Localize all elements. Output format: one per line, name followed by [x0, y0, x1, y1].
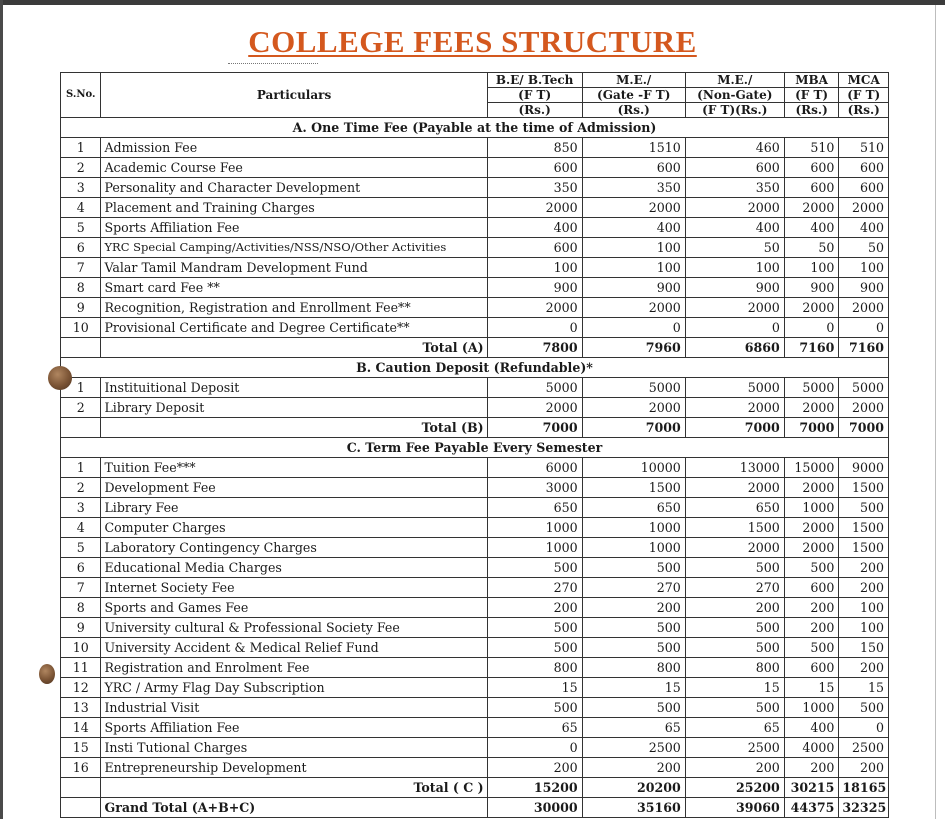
total-amount: 18165: [839, 778, 889, 798]
cell-amount: 200: [487, 758, 582, 778]
cell-amount: 65: [685, 718, 784, 738]
table-row: [61, 578, 889, 598]
table-row: [61, 738, 889, 758]
cell-particular: Laboratory Contingency Charges: [101, 538, 487, 558]
cell-amount: 200: [839, 558, 889, 578]
cell-sno: 15: [61, 738, 101, 758]
cell-amount: 1500: [582, 478, 685, 498]
cell-amount: 2000: [487, 298, 582, 318]
cell-amount: 1500: [685, 518, 784, 538]
cell-amount: 100: [839, 598, 889, 618]
total-amount: 15200: [487, 778, 582, 798]
cell-particular: Library Fee: [101, 498, 487, 518]
cell-particular: Development Fee: [101, 478, 487, 498]
cell-sno: 16: [61, 758, 101, 778]
cell-particular: YRC / Army Flag Day Subscription: [101, 678, 487, 698]
cell-sno: 12: [61, 678, 101, 698]
table-row: [61, 138, 889, 158]
cell-amount: 200: [784, 758, 839, 778]
cell-amount: 1500: [839, 518, 889, 538]
cell-sno: 3: [61, 178, 101, 198]
cell-amount: 200: [784, 618, 839, 638]
cell-amount: 500: [685, 698, 784, 718]
table-row: [61, 398, 889, 418]
cell-sno: 11: [61, 658, 101, 678]
header-col: [582, 73, 685, 118]
cell-amount: 500: [685, 618, 784, 638]
cell-amount: 400: [784, 718, 839, 738]
cell-amount: 1000: [784, 698, 839, 718]
table-row: [61, 298, 889, 318]
cell-particular: Registration and Enrolment Fee: [101, 658, 487, 678]
cell-amount: 2000: [839, 198, 889, 218]
cell-sno: 10: [61, 318, 101, 338]
cell-particular: Placement and Training Charges: [101, 198, 487, 218]
cell-particular: University cultural & Professional Society Fee: [101, 618, 487, 638]
cell-amount: 900: [487, 278, 582, 298]
header-line: (F T): [488, 88, 582, 103]
cell-amount: 50: [784, 238, 839, 258]
cell-sno: 7: [61, 578, 101, 598]
cell-amount: 200: [784, 598, 839, 618]
cell-amount: 6000: [487, 458, 582, 478]
cell-amount: 500: [487, 638, 582, 658]
cell-particular: University Accident & Medical Relief Fund: [101, 638, 487, 658]
cell-amount: 270: [685, 578, 784, 598]
cell-blank: [61, 338, 101, 358]
header-line: M.E./: [583, 73, 685, 88]
header-line: MBA: [785, 73, 839, 88]
cell-amount: 1000: [487, 518, 582, 538]
cell-amount: 50: [685, 238, 784, 258]
top-border: [0, 0, 945, 5]
cell-amount: 2000: [839, 298, 889, 318]
cell-amount: 400: [784, 218, 839, 238]
cell-amount: 500: [487, 558, 582, 578]
cell-amount: 1500: [839, 538, 889, 558]
cell-amount: 15: [582, 678, 685, 698]
grand-total-amount: 35160: [582, 798, 685, 818]
cell-amount: 200: [582, 598, 685, 618]
grand-total-amount: 44375: [784, 798, 839, 818]
cell-amount: 200: [839, 578, 889, 598]
cell-amount: 650: [582, 498, 685, 518]
cell-amount: 15: [487, 678, 582, 698]
total-row: [61, 418, 889, 438]
section-row: [61, 358, 889, 378]
cell-amount: 2000: [685, 198, 784, 218]
cell-sno: 1: [61, 138, 101, 158]
cell-amount: 350: [582, 178, 685, 198]
hole-punch-mark-2: [39, 664, 55, 684]
cell-sno: 8: [61, 598, 101, 618]
fees-table: [60, 72, 889, 818]
total-amount: 7000: [784, 418, 839, 438]
cell-sno: 14: [61, 718, 101, 738]
cell-sno: 3: [61, 498, 101, 518]
cell-amount: 510: [784, 138, 839, 158]
table-row: [61, 198, 889, 218]
cell-amount: 1000: [582, 538, 685, 558]
cell-amount: 270: [582, 578, 685, 598]
cell-particular: Academic Course Fee: [101, 158, 487, 178]
cell-amount: 100: [839, 258, 889, 278]
cell-amount: 900: [582, 278, 685, 298]
cell-particular: Library Deposit: [101, 398, 487, 418]
header-line: (F T): [839, 88, 888, 103]
cell-amount: 0: [839, 318, 889, 338]
cell-particular: Industrial Visit: [101, 698, 487, 718]
table-row: [61, 678, 889, 698]
cell-particular: Smart card Fee **: [101, 278, 487, 298]
total-amount: 6860: [685, 338, 784, 358]
section-title: B. Caution Deposit (Refundable)*: [61, 358, 889, 378]
cell-sno: 5: [61, 538, 101, 558]
cell-amount: 1510: [582, 138, 685, 158]
cell-amount: 2000: [784, 538, 839, 558]
header-line: M.E./: [686, 73, 784, 88]
left-border: [0, 0, 3, 819]
table-row: [61, 658, 889, 678]
total-amount: 7000: [839, 418, 889, 438]
cell-amount: 350: [487, 178, 582, 198]
cell-amount: 500: [487, 618, 582, 638]
cell-amount: 2000: [784, 298, 839, 318]
cell-amount: 900: [685, 278, 784, 298]
cell-particular: Sports and Games Fee: [101, 598, 487, 618]
grand-total-amount: 32325: [839, 798, 889, 818]
header-line: (Rs.): [518, 103, 551, 117]
cell-particular: Sports Affiliation Fee: [101, 218, 487, 238]
cell-amount: 510: [839, 138, 889, 158]
header-line: (Rs.): [617, 103, 650, 117]
table-row: [61, 638, 889, 658]
cell-amount: 1500: [839, 478, 889, 498]
header-row: [61, 73, 889, 118]
table-row: [61, 318, 889, 338]
cell-particular: Internet Society Fee: [101, 578, 487, 598]
cell-amount: 2500: [582, 738, 685, 758]
total-label: Total ( C ): [101, 778, 487, 798]
header-line: B.E/ B.Tech: [488, 73, 582, 88]
total-row: [61, 338, 889, 358]
section-title: C. Term Fee Payable Every Semester: [61, 438, 889, 458]
cell-amount: 2000: [839, 398, 889, 418]
faded-annotation: [228, 63, 318, 68]
cell-amount: 500: [487, 698, 582, 718]
total-amount: 25200: [685, 778, 784, 798]
cell-amount: 2000: [685, 478, 784, 498]
cell-amount: 2000: [487, 398, 582, 418]
cell-amount: 600: [839, 178, 889, 198]
cell-amount: 600: [784, 158, 839, 178]
cell-amount: 600: [784, 178, 839, 198]
cell-amount: 15: [685, 678, 784, 698]
total-amount: 7160: [839, 338, 889, 358]
cell-particular: Entrepreneurship Development: [101, 758, 487, 778]
header-line: (Non-Gate): [686, 88, 784, 103]
cell-amount: 200: [685, 598, 784, 618]
cell-sno: 8: [61, 278, 101, 298]
header-line: (Gate -F T): [583, 88, 685, 103]
total-amount: 7000: [487, 418, 582, 438]
table-row: [61, 518, 889, 538]
cell-amount: 15: [839, 678, 889, 698]
cell-amount: 400: [685, 218, 784, 238]
cell-amount: 0: [487, 738, 582, 758]
cell-sno: 4: [61, 518, 101, 538]
section-title: A. One Time Fee (Payable at the time of Admission): [61, 118, 889, 138]
cell-amount: 800: [685, 658, 784, 678]
cell-amount: 400: [839, 218, 889, 238]
cell-particular: Admission Fee: [101, 138, 487, 158]
cell-particular: Computer Charges: [101, 518, 487, 538]
cell-amount: 500: [784, 638, 839, 658]
cell-amount: 600: [685, 158, 784, 178]
cell-sno: 13: [61, 698, 101, 718]
cell-particular: Personality and Character Development: [101, 178, 487, 198]
cell-sno: 9: [61, 618, 101, 638]
cell-sno: 6: [61, 558, 101, 578]
header-col: [784, 73, 839, 118]
section-row: [61, 118, 889, 138]
table-row: [61, 718, 889, 738]
cell-amount: 2000: [487, 198, 582, 218]
cell-amount: 2500: [685, 738, 784, 758]
header-line: (Rs.): [795, 103, 828, 117]
header-col: [487, 73, 582, 118]
table-row: [61, 258, 889, 278]
cell-amount: 1000: [487, 538, 582, 558]
grand-total-row: [61, 798, 889, 818]
cell-amount: 600: [487, 158, 582, 178]
cell-amount: 2000: [685, 298, 784, 318]
cell-sno: 9: [61, 298, 101, 318]
table-row: [61, 698, 889, 718]
cell-amount: 850: [487, 138, 582, 158]
table-row: [61, 178, 889, 198]
cell-amount: 2000: [784, 398, 839, 418]
cell-amount: 200: [487, 598, 582, 618]
cell-amount: 200: [839, 758, 889, 778]
cell-sno: 1: [61, 458, 101, 478]
header-line: (Rs.): [847, 103, 880, 117]
hole-punch-mark-1: [48, 366, 72, 390]
cell-amount: 600: [784, 578, 839, 598]
table-row: [61, 538, 889, 558]
cell-particular: Instituitional Deposit: [101, 378, 487, 398]
cell-amount: 15: [784, 678, 839, 698]
cell-amount: 2000: [784, 198, 839, 218]
cell-sno: 4: [61, 198, 101, 218]
cell-amount: 5000: [839, 378, 889, 398]
total-label: Total (A): [101, 338, 487, 358]
cell-particular: YRC Special Camping/Activities/NSS/NSO/Other Activities: [101, 238, 487, 258]
cell-amount: 0: [582, 318, 685, 338]
cell-amount: 800: [487, 658, 582, 678]
cell-sno: 2: [61, 158, 101, 178]
cell-amount: 270: [487, 578, 582, 598]
table-row: [61, 478, 889, 498]
cell-amount: 460: [685, 138, 784, 158]
table-row: [61, 598, 889, 618]
cell-amount: 650: [685, 498, 784, 518]
grand-total-label: Grand Total (A+B+C): [101, 798, 487, 818]
cell-amount: 100: [582, 238, 685, 258]
cell-sno: 6: [61, 238, 101, 258]
cell-amount: 900: [784, 278, 839, 298]
page-title: COLLEGE FEES STRUCTURE: [248, 24, 697, 59]
cell-amount: 150: [839, 638, 889, 658]
total-row: [61, 778, 889, 798]
table-row: [61, 498, 889, 518]
cell-amount: 600: [487, 238, 582, 258]
cell-particular: Tuition Fee***: [101, 458, 487, 478]
cell-amount: 500: [685, 638, 784, 658]
header-line: MCA: [839, 73, 888, 88]
cell-amount: 900: [839, 278, 889, 298]
cell-amount: 50: [839, 238, 889, 258]
total-amount: 7160: [784, 338, 839, 358]
cell-amount: 500: [839, 498, 889, 518]
cell-amount: 400: [582, 218, 685, 238]
total-amount: 7000: [685, 418, 784, 438]
cell-sno: 5: [61, 218, 101, 238]
cell-amount: 5000: [582, 378, 685, 398]
cell-amount: 10000: [582, 458, 685, 478]
header-col: [839, 73, 889, 118]
cell-amount: 5000: [487, 378, 582, 398]
table-row: [61, 758, 889, 778]
cell-amount: 500: [582, 558, 685, 578]
cell-amount: 200: [685, 758, 784, 778]
table-row: [61, 238, 889, 258]
header-line: (F T)(Rs.): [702, 103, 768, 117]
table-row: [61, 278, 889, 298]
cell-sno: 2: [61, 478, 101, 498]
cell-amount: 2000: [784, 478, 839, 498]
cell-amount: 100: [784, 258, 839, 278]
table-row: [61, 558, 889, 578]
cell-amount: 65: [487, 718, 582, 738]
cell-amount: 600: [582, 158, 685, 178]
cell-blank: [61, 778, 101, 798]
header-sno: S.No.: [61, 73, 101, 118]
cell-amount: 13000: [685, 458, 784, 478]
cell-amount: 600: [839, 158, 889, 178]
cell-amount: 2000: [582, 398, 685, 418]
total-amount: 7800: [487, 338, 582, 358]
cell-amount: 0: [487, 318, 582, 338]
cell-amount: 100: [487, 258, 582, 278]
cell-amount: 500: [582, 638, 685, 658]
table-row: [61, 218, 889, 238]
total-amount: 7000: [582, 418, 685, 438]
cell-blank: [61, 418, 101, 438]
table-row: [61, 378, 889, 398]
cell-amount: 600: [784, 658, 839, 678]
cell-particular: Sports Affiliation Fee: [101, 718, 487, 738]
cell-amount: 5000: [685, 378, 784, 398]
cell-amount: 2000: [582, 198, 685, 218]
cell-amount: 500: [784, 558, 839, 578]
cell-amount: 400: [487, 218, 582, 238]
cell-amount: 2000: [582, 298, 685, 318]
table-row: [61, 158, 889, 178]
cell-amount: 0: [839, 718, 889, 738]
total-amount: 7960: [582, 338, 685, 358]
cell-amount: 2000: [685, 538, 784, 558]
header-col: [685, 73, 784, 118]
grand-total-amount: 39060: [685, 798, 784, 818]
total-label: Total (B): [101, 418, 487, 438]
cell-amount: 350: [685, 178, 784, 198]
cell-amount: 4000: [784, 738, 839, 758]
cell-amount: 1000: [784, 498, 839, 518]
page-edge: [935, 5, 936, 819]
cell-sno: 10: [61, 638, 101, 658]
cell-particular: Educational Media Charges: [101, 558, 487, 578]
cell-amount: 500: [685, 558, 784, 578]
cell-amount: 2500: [839, 738, 889, 758]
cell-sno: 7: [61, 258, 101, 278]
cell-amount: 65: [582, 718, 685, 738]
cell-amount: 800: [582, 658, 685, 678]
cell-particular: Provisional Certificate and Degree Certificate**: [101, 318, 487, 338]
grand-total-amount: 30000: [487, 798, 582, 818]
cell-amount: 650: [487, 498, 582, 518]
cell-amount: 9000: [839, 458, 889, 478]
cell-amount: 0: [685, 318, 784, 338]
cell-amount: 200: [582, 758, 685, 778]
cell-amount: 1000: [582, 518, 685, 538]
total-amount: 20200: [582, 778, 685, 798]
cell-amount: 100: [582, 258, 685, 278]
cell-amount: 100: [685, 258, 784, 278]
cell-blank: [61, 798, 101, 818]
cell-amount: 0: [784, 318, 839, 338]
cell-particular: Insti Tutional Charges: [101, 738, 487, 758]
cell-amount: 500: [839, 698, 889, 718]
cell-amount: 15000: [784, 458, 839, 478]
cell-sno: 2: [61, 398, 101, 418]
cell-amount: 2000: [685, 398, 784, 418]
header-line: (F T): [785, 88, 839, 103]
table-row: [61, 618, 889, 638]
cell-particular: Recognition, Registration and Enrollment Fee**: [101, 298, 487, 318]
cell-amount: 100: [839, 618, 889, 638]
cell-amount: 500: [582, 698, 685, 718]
total-amount: 30215: [784, 778, 839, 798]
cell-amount: 5000: [784, 378, 839, 398]
cell-particular: Valar Tamil Mandram Development Fund: [101, 258, 487, 278]
section-row: [61, 438, 889, 458]
cell-amount: 200: [839, 658, 889, 678]
header-particulars: Particulars: [101, 73, 487, 118]
cell-amount: 2000: [784, 518, 839, 538]
table-row: [61, 458, 889, 478]
cell-amount: 500: [582, 618, 685, 638]
cell-amount: 3000: [487, 478, 582, 498]
cell-sno: 1: [61, 378, 101, 398]
